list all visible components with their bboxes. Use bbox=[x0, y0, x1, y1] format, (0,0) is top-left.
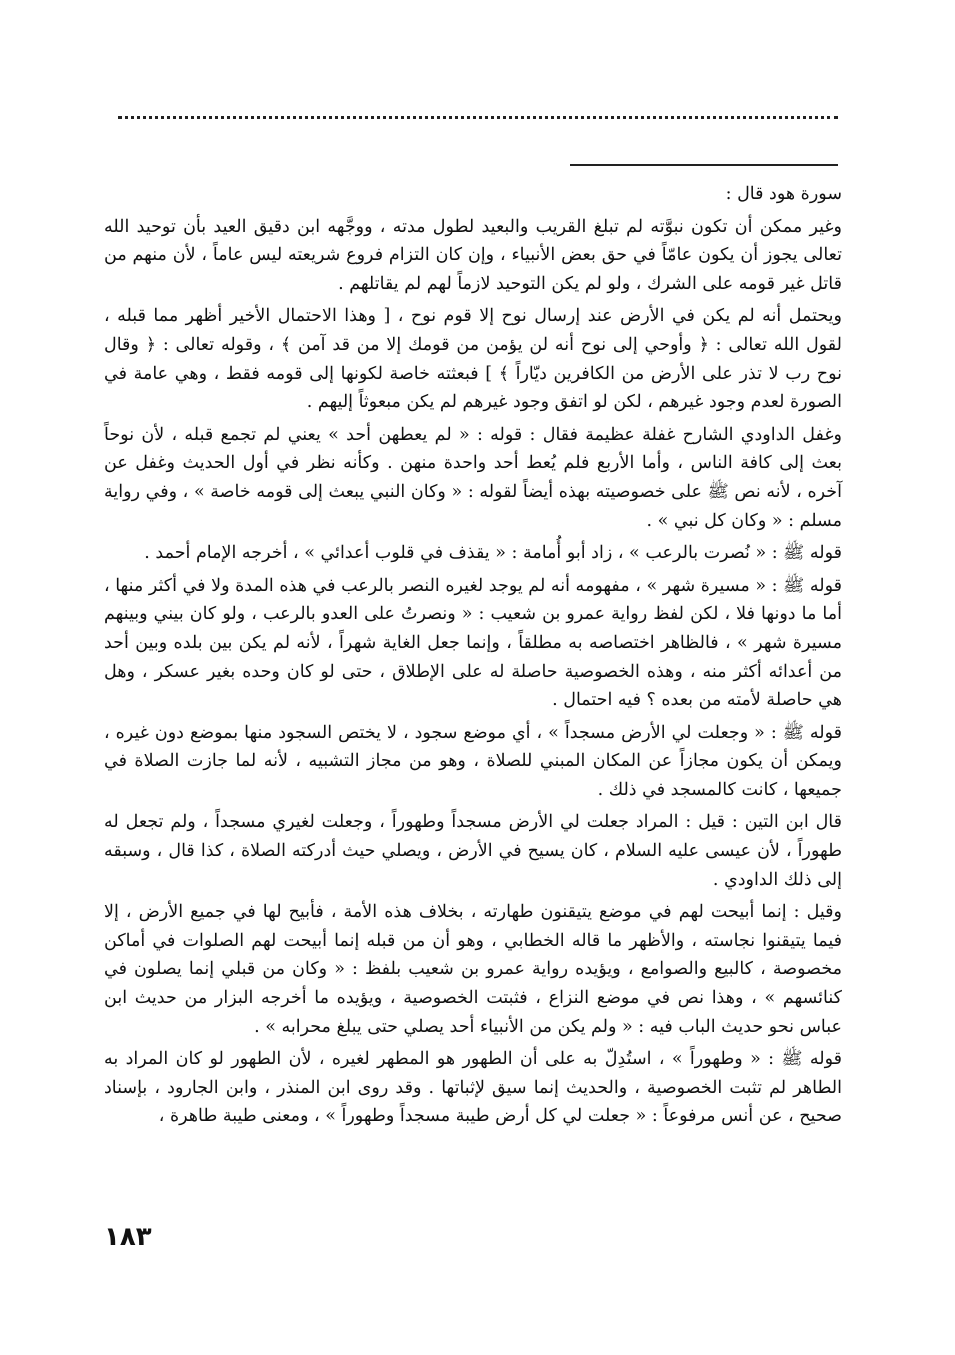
paragraph: وقيل : إنما أبيحت لهم في موضع يتيقنون طهارته ، بخلاف هذه الأمة ، فأبيح لها في جميع الأرض ، إلا فيما يتيقنوا نجاسته ، والأظهر ما قاله الخطابي ، وهو أن من قبله إنما أبيحت لهم الصلوات في أماكن مخصوصة ، كالبيع والصوامع ، ويؤيده رواية عمرو بن شعيب بلفظ : « وكان من قبلي إنما يصلون في كنائسهم » ، وهذا نص في موضع النزاع ، فثبتت الخصوصية ، ويؤيده ما أخرجه البزار من حديث ابن عباس نحو حديث الباب فيه : « ولم يكن من الأنبياء أحد يصلي حتى يبلغ محرابه » . bbox=[104, 902, 842, 1037]
paragraph: قوله ﷺ : « وجعلت لي الأرض مسجداً » ، أي موضع سجود ، لا يختص السجود منها بموضع دون غيره ، ويمكن أن يكون مجازاً عن المكان المبني للصلاة ، وهو من مجاز التشبيه ، لأنه لما جازت الصلاة في جميعها ، كانت كالمسجد في ذلك . bbox=[104, 722, 842, 800]
footnote-rule bbox=[570, 164, 838, 166]
paragraph: قال ابن التين : قيل : المراد جعلت لي الأرض مسجداً وطهوراً ، وجعلت لغيري مسجداً ، ولم تجعل له طهوراً ، لأن عيسى عليه السلام ، كان يسيح في الأرض ، ويصلي حيث أدركته الصلاة ، كذا قال ، وسبقه إلى ذلك الداودي . bbox=[104, 812, 842, 890]
paragraph: وغير ممكن أن تكون نبوَّته لم تبلغ القريب والبعيد لطول مدته ، ووجَّهه ابن دقيق العيد بأن توحيد الله تعالى يجوز أن يكون عامّاً في حق بعض الأنبياء ، وإن كان التزام فروع شريعته ليس عاماً ، لأن منهم من قاتل غير قومه على الشرك ، ولو لم يكن التوحيد لازماً لهم لم يقاتلهم . bbox=[104, 216, 842, 294]
paragraph: ويحتمل أنه لم يكن في الأرض عند إرسال نوح إلا قوم نوح ، [ وهذا الاحتمال الأخير أظهر مما قبله ، لقول الله تعالى : ﴿ وأوحي إلى نوح أنه لن يؤمن من قومك إلا من قد آمن ﴾ ، وقوله تعالى : ﴿ وقال نوح رب لا تذر على الأرض من الكافرين ديّاراً ﴾ ] فبعثته خاصة لكونها إلى قومه فقط ، وهي عامة في الصورة لعدم وجود غيرهم ، لكن لو اتفق وجود غيرهم لم يكن مبعوثاً إليهم . bbox=[104, 306, 842, 413]
dotted-separator bbox=[118, 116, 838, 123]
page-body bbox=[104, 180, 842, 1135]
paragraph: وغفل الداودي الشارح غفلة عظيمة فقال : قوله : « لم يعطهن أحد » يعني لم تجمع قبله ، لأن نوحاً بعث إلى كافة الناس ، وأما الأربع فلم يُعط أحد واحدة منهن . وكأنه نظر في أول الحديث وغفل عن آخره ، لأنه نص ﷺ على خصوصيته بهذه أيضاً لقوله : « وكان النبي يبعث إلى قومه خاصة » ، وفي رواية مسلم : « وكان كل نبي » . bbox=[104, 424, 842, 531]
paragraph: قوله ﷺ : « مسيرة شهر » ، مفهومه أنه لم يوجد لغيره النصر بالرعب في هذه المدة ولا في أكثر منها ، أما ما دونها فلا ، لكن لفظ رواية عمرو بن شعيب : « ونصرتُ على العدو بالرعب ، ولو كان بيني وبينهم مسيرة شهر » ، فالظاهر اختصاصه به مطلقاً ، وإنما جعل الغاية شهراً ، لأنه لم يكن بين بلده وبين أحد من أعدائه أكثر منه ، وهذه الخصوصية حاصلة له على الإطلاق ، حتى لو كان وحده بغير عسكر ، وهل هي حاصلة لأمته من بعده ؟ فيه احتمال . bbox=[104, 575, 842, 711]
page-number: ١٨٣ bbox=[104, 1222, 152, 1252]
section-heading: سورة هود قال : bbox=[725, 184, 842, 204]
paragraph: قوله ﷺ : « وطهوراً » ، استُدِلّ به على أن الطهور هو المطهر لغيره ، لأن الطهور لو كان المراد به الطاهر لم تثبت الخصوصية ، والحديث إنما سيق لإثباتها . وقد روى ابن المنذر ، وابن الجارود ، بإسناد صحيح ، عن أنس مرفوعاً : « جعلت لي كل أرض طيبة مسجداً وطهوراً » ، ومعنى طيبة طاهرة ، bbox=[104, 1049, 842, 1127]
paragraph: قوله ﷺ : « نُصرت بالرعب » ، زاد أبو أُمامة : « يقذف في قلوب أعدائي » ، أخرجه الإمام أحمد . bbox=[144, 543, 842, 564]
